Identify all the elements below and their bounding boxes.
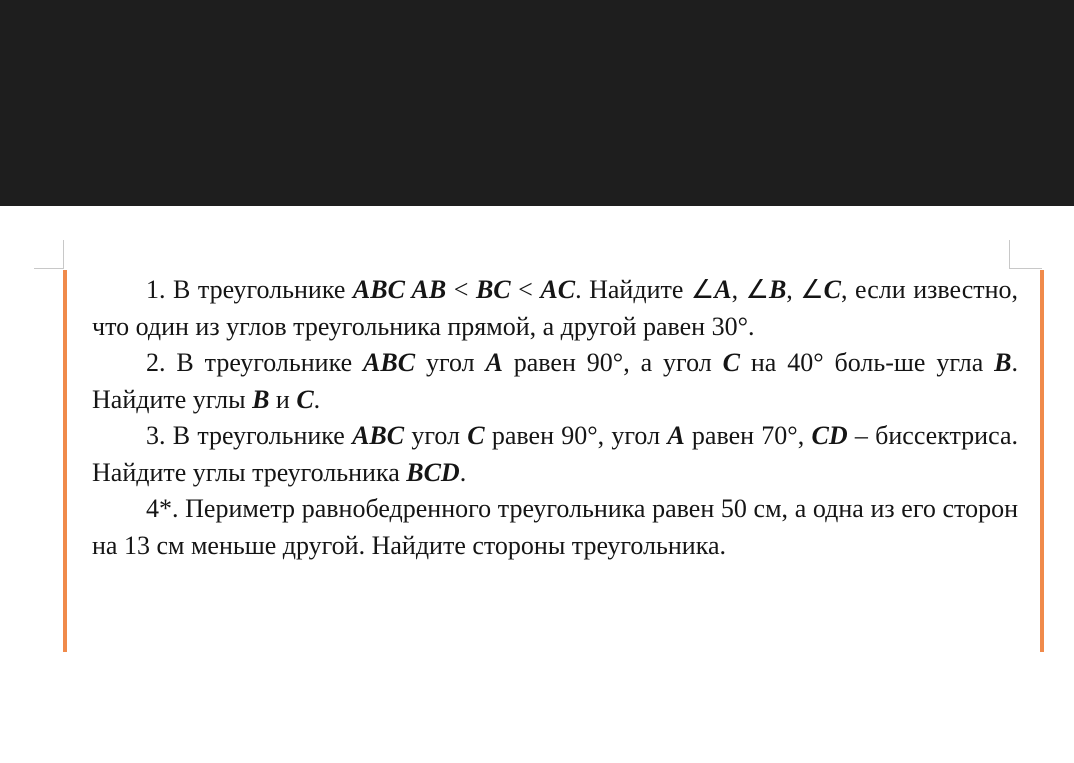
problem-text: , ∠ bbox=[731, 275, 769, 304]
page-corner-mark-right-vertical bbox=[1009, 240, 1010, 269]
math-variable: ABC bbox=[363, 348, 416, 377]
math-variable: BC bbox=[475, 275, 511, 304]
problem-number: 4*. bbox=[146, 494, 186, 523]
math-variable: B bbox=[252, 384, 270, 414]
math-variable: C bbox=[467, 421, 485, 450]
problem-text: на 40° боль-ше угла bbox=[739, 348, 995, 377]
problem-text: равен 90°, угол bbox=[484, 421, 668, 450]
problem-3 bbox=[92, 418, 1018, 491]
page-corner-mark-left-vertical bbox=[63, 240, 64, 269]
math-variable: ABC AB bbox=[352, 275, 447, 304]
page-corner-mark-right bbox=[1010, 268, 1042, 269]
problem-text: . Найдите ∠ bbox=[575, 275, 715, 304]
math-variable: AC bbox=[540, 275, 576, 304]
math-variable: A bbox=[667, 421, 685, 450]
math-variable: A bbox=[485, 348, 503, 377]
problem-number: 2. bbox=[146, 348, 177, 377]
problem-text: < bbox=[446, 275, 476, 304]
problem-text: В треугольнике bbox=[172, 421, 353, 450]
problem-2 bbox=[92, 345, 1018, 418]
problem-text: равен 90°, а угол bbox=[502, 348, 723, 377]
problem-text: равен 70°, bbox=[684, 421, 812, 450]
right-margin-marker bbox=[1040, 270, 1044, 652]
page-corner-mark-left bbox=[34, 268, 64, 269]
math-variable: B bbox=[994, 348, 1012, 377]
math-variable: BCD bbox=[406, 457, 460, 487]
problem-number: 1. bbox=[146, 275, 174, 304]
math-variable: C bbox=[722, 348, 740, 377]
problem-text: и bbox=[269, 384, 297, 414]
problem-text: . Найдите углы bbox=[92, 348, 1018, 414]
problem-text: В треугольнике bbox=[176, 348, 364, 377]
problem-4 bbox=[92, 491, 1018, 564]
math-variable: A bbox=[714, 275, 732, 304]
problem-1 bbox=[92, 272, 1018, 345]
problem-text: угол bbox=[415, 348, 486, 377]
top-dark-bar bbox=[0, 0, 1074, 206]
problem-list bbox=[92, 272, 1018, 564]
problem-text: , ∠ bbox=[786, 275, 824, 304]
math-variable: C bbox=[296, 384, 314, 414]
problem-number: 3. bbox=[146, 421, 173, 450]
math-variable: C bbox=[823, 275, 841, 304]
problem-text: – биссектриса. Найдите углы треугольника bbox=[92, 421, 1018, 487]
problem-text: < bbox=[510, 275, 541, 304]
problem-text: , если известно, что один из углов треугольника прямой, а другой равен 30°. bbox=[92, 275, 1019, 341]
math-variable: B bbox=[768, 275, 787, 304]
problem-text: . bbox=[459, 457, 467, 487]
math-variable: CD bbox=[811, 421, 848, 450]
problem-text: В треугольнике bbox=[173, 275, 353, 304]
problem-text: Периметр равнобедренного треугольника равен 50 см, а одна из его сторон на 13 см меньше другой. Найдите стороны треугольника. bbox=[92, 494, 1018, 560]
problem-text: угол bbox=[404, 421, 468, 450]
problem-text: . bbox=[313, 384, 321, 414]
math-variable: ABC bbox=[352, 421, 405, 450]
left-margin-marker bbox=[63, 270, 67, 652]
